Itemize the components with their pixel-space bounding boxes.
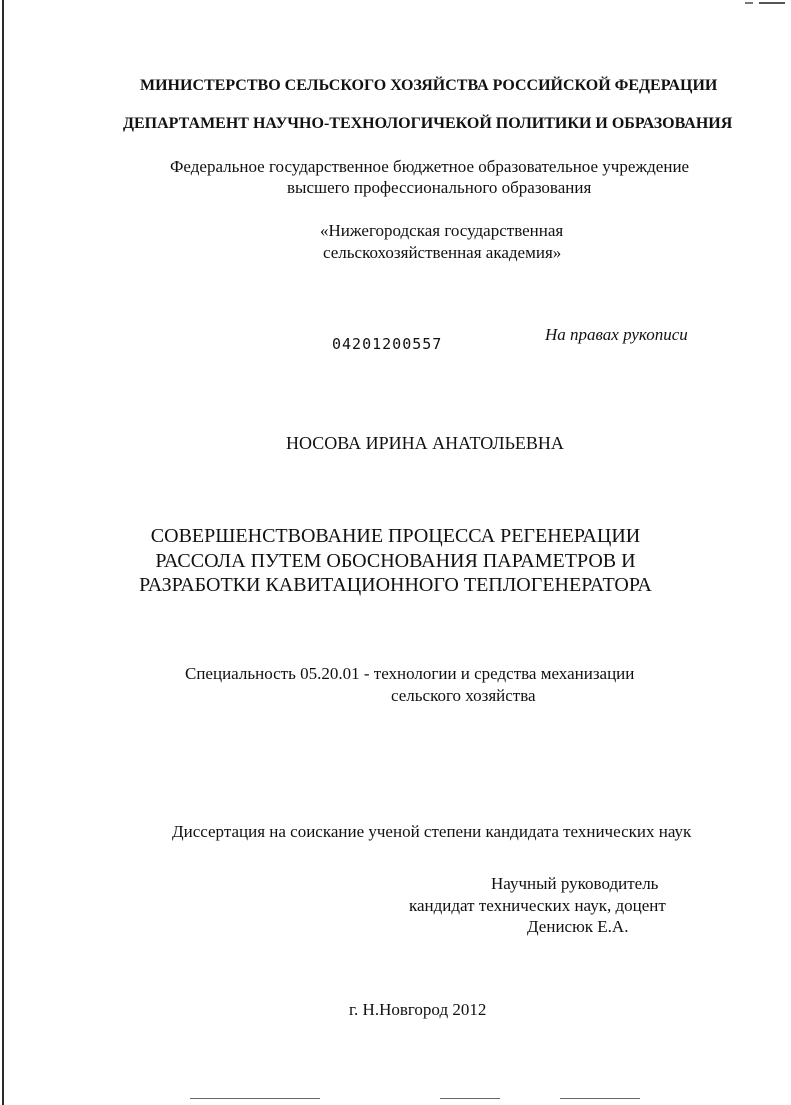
registry-number: 04201200557 xyxy=(332,335,443,353)
author-name: НОСОВА ИРИНА АНАТОЛЬЕВНА xyxy=(286,433,564,453)
institution-type-line2: высшего профессионального образования xyxy=(287,178,592,197)
specialty-line1: Специальность 05.20.01 - технологии и средства механизации xyxy=(185,664,635,683)
supervisor-role: Научный руководитель xyxy=(491,874,659,893)
place-year: г. Н.Новгород 2012 xyxy=(349,1000,487,1019)
department-heading: ДЕПАРТАМЕНТ НАУЧНО-ТЕХНОЛОГИЧЕКОЙ ПОЛИТИКИ И ОБРАЗОВАНИЯ xyxy=(123,115,733,132)
scan-mark-bottom-2 xyxy=(440,1098,500,1099)
scan-mark-bottom-3 xyxy=(560,1098,640,1099)
supervisor-degree: кандидат технических наук, доцент xyxy=(409,896,666,915)
supervisor-name: Денисюк Е.А. xyxy=(527,917,629,936)
thesis-title-line2: РАССОЛА ПУТЕМ ОБОСНОВАНИЯ ПАРАМЕТРОВ И xyxy=(155,550,636,572)
manuscript-note: На правах рукописи xyxy=(545,325,688,344)
scan-mark-top xyxy=(759,2,785,4)
thesis-title-line3: РАЗРАБОТКИ КАВИТАЦИОННОГО ТЕПЛОГЕНЕРАТОРА xyxy=(139,574,652,596)
institution-name-line1: «Нижегородская государственная xyxy=(320,221,564,240)
institution-type-line1: Федеральное государственное бюджетное образовательное учреждение xyxy=(170,157,690,176)
specialty-line2: сельского хозяйства xyxy=(391,686,536,705)
ministry-heading: МИНИСТЕРСТВО СЕЛЬСКОГО ХОЗЯЙСТВА РОССИЙСКОЙ ФЕДЕРАЦИИ xyxy=(140,77,718,94)
dissertation-statement: Диссертация на соискание ученой степени кандидата технических наук xyxy=(172,822,692,841)
scan-mark-top-small xyxy=(745,2,753,4)
institution-name-line2: сельскохозяйственная академия» xyxy=(323,243,562,262)
scan-mark-bottom xyxy=(190,1098,320,1099)
thesis-title-line1: СОВЕРШЕНСТВОВАНИЕ ПРОЦЕССА РЕГЕНЕРАЦИИ xyxy=(150,525,641,547)
